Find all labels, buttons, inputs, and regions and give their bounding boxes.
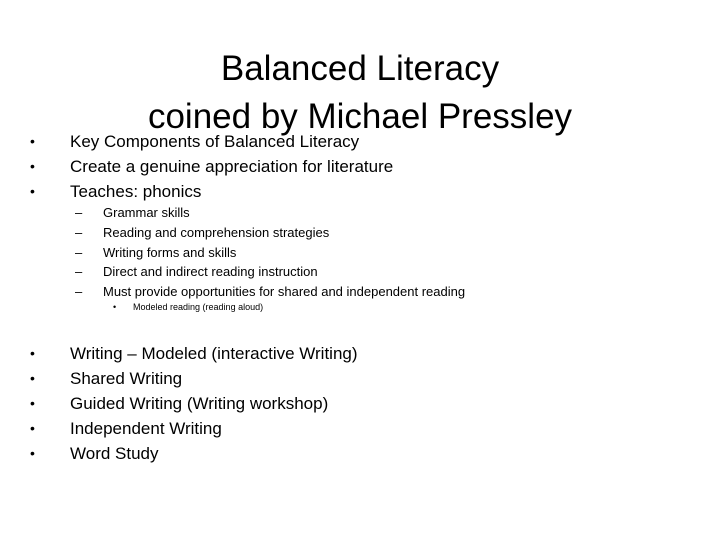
dash-bullet-icon: – [75, 205, 83, 220]
list-item-text: Key Components of Balanced Literacy [70, 132, 360, 151]
slide-title [0, 45, 720, 141]
bullet-dot-icon: • [30, 183, 35, 199]
sub-sub-list-item [113, 300, 613, 314]
list-item [30, 341, 690, 366]
bullet-dot-icon: • [30, 133, 35, 149]
bullet-dot-icon: • [30, 445, 35, 461]
list-item-text: Guided Writing (Writing workshop) [70, 394, 329, 413]
list-item [30, 179, 690, 204]
list-item-text: Word Study [70, 444, 159, 463]
bullet-dot-icon: • [30, 395, 35, 411]
list-item [30, 366, 690, 391]
sub-list-item [75, 282, 675, 302]
bullet-dot-icon: • [113, 302, 117, 312]
sub-list-item [75, 262, 675, 282]
sub-list-item [75, 243, 675, 263]
sub-list-item-text: Grammar skills [103, 205, 190, 220]
dash-bullet-icon: – [75, 264, 83, 280]
bullet-dot-icon: • [30, 345, 35, 361]
list-item [30, 416, 690, 441]
list-item [30, 154, 690, 179]
dash-bullet-icon: – [75, 244, 83, 260]
list-item [30, 391, 690, 416]
list-item-text: Create a genuine appreciation for literature [70, 157, 394, 176]
dash-bullet-icon: – [75, 224, 83, 240]
sub-list-item [75, 203, 675, 223]
list-item [30, 129, 690, 154]
sub-list-item [75, 223, 675, 243]
list-item [30, 441, 690, 466]
bullet-dot-icon: • [30, 158, 35, 174]
sub-bullet-list [75, 203, 675, 302]
sub-sub-bullet-list [113, 300, 613, 314]
dash-bullet-icon: – [75, 284, 83, 300]
list-item-text: Writing – Modeled (interactive Writing) [70, 344, 358, 363]
sub-list-item-text: Reading and comprehension strategies [103, 224, 330, 240]
bullet-dot-icon: • [30, 420, 35, 436]
title-line-1: Balanced Literacy [220, 49, 500, 89]
sub-list-item-text: Must provide opportunities for shared and independent reading [103, 284, 466, 300]
list-item-text: Independent Writing [70, 419, 222, 438]
sub-list-item-text: Writing forms and skills [103, 244, 237, 260]
bullet-dot-icon: • [30, 370, 35, 386]
bullet-list-bottom [30, 341, 690, 466]
bullet-list-top [30, 129, 690, 204]
title-line-2: coined by Michael Pressley [147, 97, 573, 137]
list-item-text: Teaches: phonics [70, 182, 202, 201]
sub-sub-list-item-text: Modeled reading (reading aloud) [133, 302, 264, 312]
sub-list-item-text: Direct and indirect reading instruction [103, 264, 318, 280]
list-item-text: Shared Writing [70, 369, 183, 388]
